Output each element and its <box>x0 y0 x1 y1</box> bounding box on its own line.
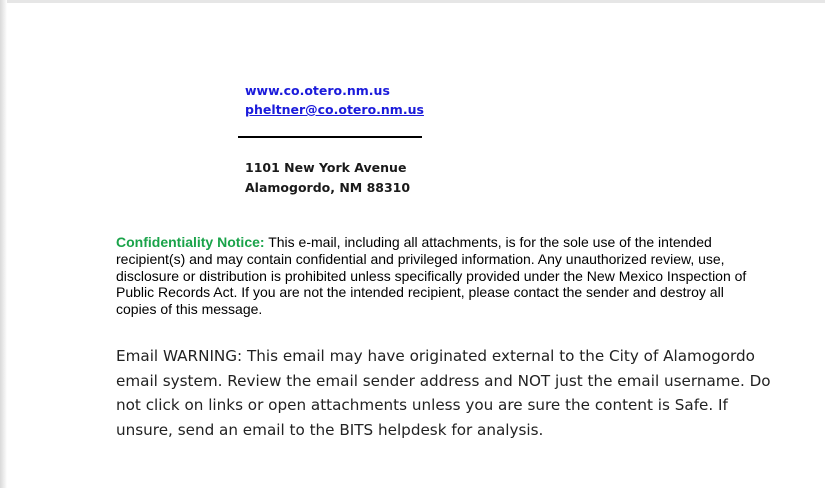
confidentiality-notice <box>116 234 756 318</box>
external-email-warning: Email WARNING: This email may have originated external to the City of Alamogordo email system. Review the email sender address and NOT just the email username. Do not click on links or open attachments unless you are sure the content is Safe. If unsure, send an email to the BITS helpdesk for analysis. <box>116 347 771 439</box>
signature-divider <box>238 136 422 138</box>
top-border <box>0 0 825 3</box>
website-link[interactable]: www.co.otero.nm.us <box>245 83 390 98</box>
email-link[interactable]: pheltner@co.otero.nm.us <box>245 102 424 117</box>
address-city: Alamogordo, NM 88310 <box>245 180 411 195</box>
address-street: 1101 New York Avenue <box>245 160 407 175</box>
confidentiality-notice-label: Confidentiality Notice: <box>116 234 265 250</box>
left-border-shadow <box>0 0 7 488</box>
confidentiality-notice-text: This e-mail, including all attachments, is for the sole use of the intended recipient(s) and may contain confidential and privileged information. Any unauthorized review, use, disclosure or distribution is prohibited unless specifically provided under the New Mexico Inspection of Public Records Act. If you are not the intended recipient, please contact the sender and destroy all copies of this message. <box>116 234 747 318</box>
